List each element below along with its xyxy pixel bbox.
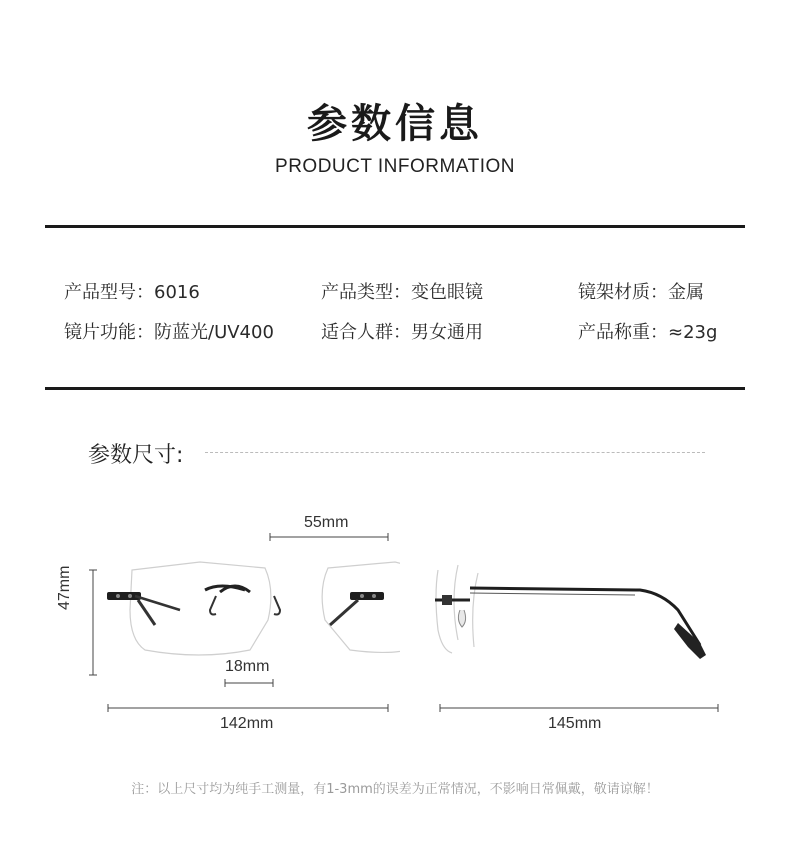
- title-chinese: 参数信息: [307, 101, 483, 147]
- dashed-divider: [205, 452, 705, 453]
- spec-suitable: 适合人群：男女通用: [321, 322, 483, 343]
- spec-weight: 产品称重：≈23g: [578, 322, 718, 343]
- title-english: PRODUCT INFORMATION: [275, 156, 515, 177]
- spec-type: 产品类型：变色眼镜: [321, 282, 483, 303]
- temple-length-label: 145mm: [548, 715, 602, 732]
- spec-lens-function: 镜片功能：防蓝光/UV400: [64, 322, 274, 343]
- bottom-divider: [45, 387, 745, 390]
- lens-height-label: 47mm: [56, 565, 73, 610]
- side-view-illustration: [430, 555, 730, 730]
- dimensions-label: 参数尺寸:: [88, 443, 184, 468]
- frame-width-label: 142mm: [220, 715, 274, 732]
- bridge-width-label: 18mm: [225, 658, 270, 675]
- spec-model: 产品型号：6016: [64, 282, 200, 303]
- front-view-illustration: [60, 500, 400, 730]
- measurement-note: 注：以上尺寸均为纯手工测量，有1-3mm的误差为正常情况，不影响日常佩戴，敬请谅解！: [131, 782, 659, 797]
- top-divider: [45, 225, 745, 228]
- spec-frame-material: 镜架材质：金属: [578, 282, 704, 303]
- lens-width-label: 55mm: [304, 514, 349, 531]
